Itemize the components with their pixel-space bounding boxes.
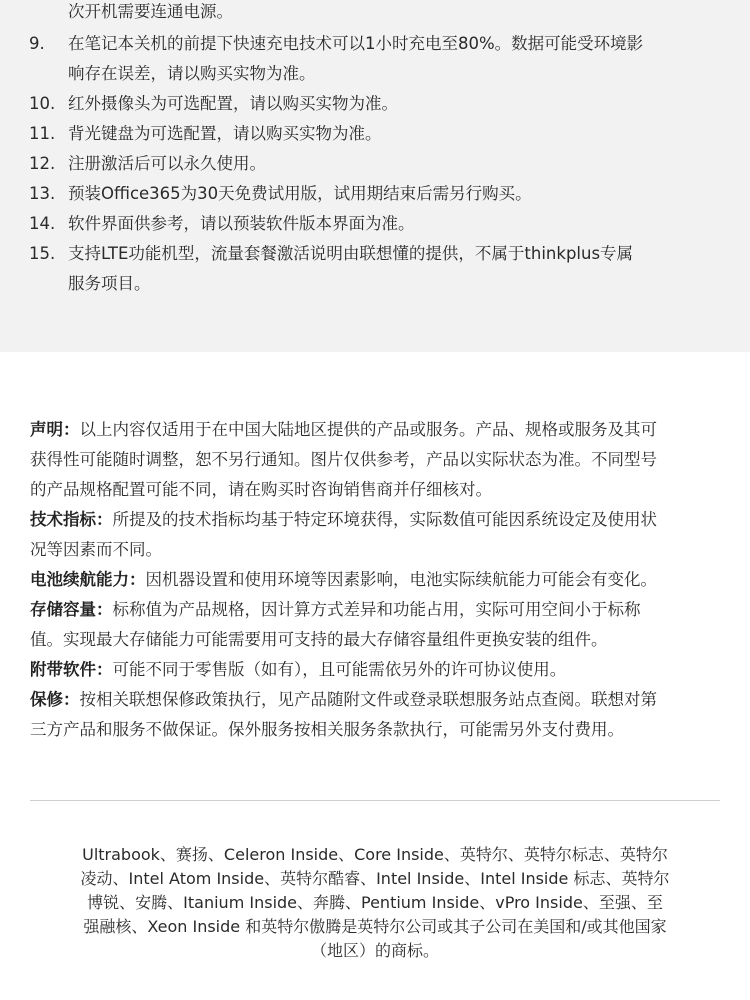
statement-text: 以上内容仅适用于在中国大陆地区提供的产品或服务。产品、规格或服务及其可 — [79, 420, 657, 439]
tech-spec-label: 技术指标： — [30, 510, 113, 529]
trademark-line: Ultrabook、赛扬、Celeron Inside、Core Inside、英特尔、英特尔标志、英特尔 — [82, 845, 668, 864]
note-text-line: 软件界面供参考，请以预装软件版本界面为准。 — [68, 214, 415, 233]
note-number: 10. — [29, 94, 56, 113]
warranty-line — [30, 685, 720, 715]
note-text-line: 背光键盘为可选配置，请以购买实物为准。 — [68, 124, 382, 143]
trademark-line: （地区）的商标。 — [310, 941, 439, 960]
tech-spec-text: 所提及的技术指标均基于特定环境获得，实际数值可能因系统设定及使用状 — [112, 510, 657, 529]
trademark-notice — [20, 843, 730, 963]
warranty-text: 按相关联想保修政策执行，见产品随附文件或登录联想服务站点查阅。联想对第 — [79, 690, 657, 709]
tech-spec-text: 况等因素而不同。 — [30, 540, 162, 559]
note-item-12 — [0, 149, 750, 179]
note-text-line: 响存在误差，请以购买实物为准。 — [68, 64, 316, 83]
note-item-9 — [0, 29, 750, 89]
note-item-13 — [0, 179, 750, 209]
battery-label: 电池续航能力： — [30, 570, 146, 589]
note-text-line: 在笔记本关机的前提下快速充电技术可以1小时充电至80%。数据可能受环境影 — [68, 34, 644, 53]
trademark-line: 强融核、Xeon Inside 和英特尔傲腾是英特尔公司或其子公司在美国和/或其他国家 — [83, 917, 667, 936]
statement-label: 声明： — [30, 420, 80, 439]
note-list — [0, 29, 750, 299]
note-number: 15. — [29, 244, 56, 263]
storage-line — [30, 595, 720, 625]
software-label: 附带软件： — [30, 660, 113, 679]
warranty-label: 保修： — [30, 690, 80, 709]
note-text-line: 红外摄像头为可选配置，请以购买实物为准。 — [68, 94, 398, 113]
note-item-10 — [0, 89, 750, 119]
statement-text: 获得性可能随时调整，恕不另行通知。图片仅供参考，产品以实际状态为准。不同型号 — [30, 450, 657, 469]
note-item-11 — [0, 119, 750, 149]
storage-text: 值。实现最大存储能力可能需要用可支持的最大存储容量组件更换安装的组件。 — [30, 630, 608, 649]
software-text: 可能不同于零售版（如有），且可能需依另外的许可协议使用。 — [112, 660, 567, 679]
note-number: 9. — [29, 34, 45, 53]
note-item-15 — [0, 239, 750, 299]
note-number: 14. — [29, 214, 56, 233]
software-line — [30, 655, 720, 685]
trademark-line: 凌动、Intel Atom Inside、英特尔酷睿、Intel Inside、Intel Inside 标志、英特尔 — [80, 869, 670, 888]
storage-label: 存储容量： — [30, 600, 113, 619]
trademark-line: 博锐、安腾、Itanium Inside、奔腾、Pentium Inside、vPro Inside、至强、至 — [87, 893, 663, 912]
statement-line — [30, 415, 720, 445]
note-number: 11. — [29, 124, 56, 143]
battery-text: 因机器设置和使用环境等因素影响，电池实际续航能力可能会有变化。 — [145, 570, 657, 589]
tech-spec-line — [30, 505, 720, 535]
note-text-line: 服务项目。 — [68, 274, 151, 293]
note-continuation: 次开机需要连通电源。 — [68, 2, 233, 21]
note-text-line: 支持LTE功能机型，流量套餐激活说明由联想懂的提供，不属于thinkplus专属 — [68, 244, 634, 263]
note-text-line: 预装Office365为30天免费试用版，试用期结束后需另行购买。 — [68, 184, 532, 203]
section-divider — [30, 800, 720, 801]
note-text-line: 注册激活后可以永久使用。 — [68, 154, 266, 173]
warranty-text: 三方产品和服务不做保证。保外服务按相关服务条款执行，可能需另外支付费用。 — [30, 720, 624, 739]
storage-text: 标称值为产品规格，因计算方式差异和功能占用，实际可用空间小于标称 — [112, 600, 641, 619]
notes-section — [0, 0, 750, 352]
note-number: 13. — [29, 184, 56, 203]
note-item-14 — [0, 209, 750, 239]
disclaimer-section — [30, 415, 720, 745]
statement-text: 的产品规格配置可能不同，请在购买时咨询销售商并仔细核对。 — [30, 480, 492, 499]
battery-line — [30, 565, 720, 595]
note-number: 12. — [29, 154, 56, 173]
